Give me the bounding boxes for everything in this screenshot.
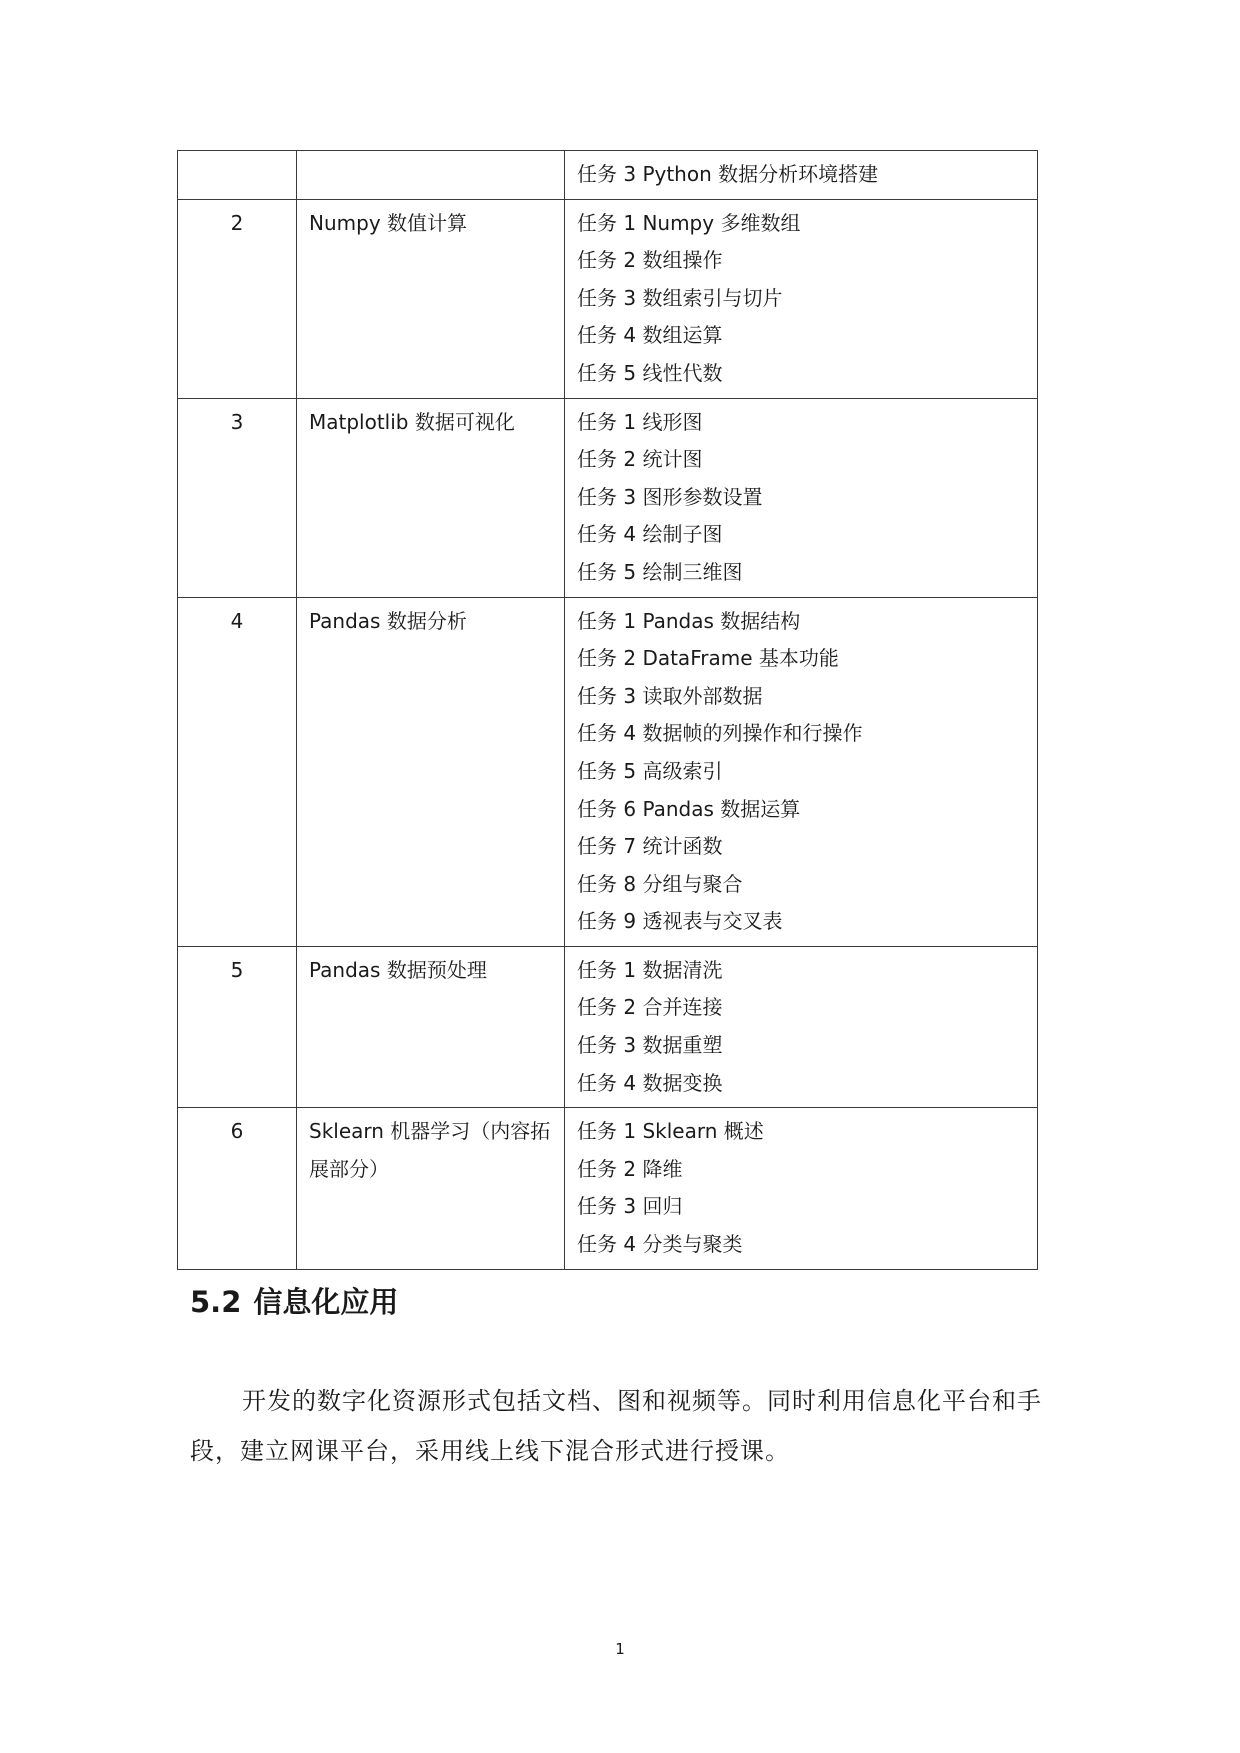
table-row xyxy=(178,946,1038,1107)
table-row xyxy=(178,398,1038,597)
task-item: 任务 1 线形图 xyxy=(577,409,703,434)
module-number-cell: 5 xyxy=(178,946,297,1107)
module-name-cell: Numpy 数值计算 xyxy=(297,199,565,398)
task-item: 任务 4 数组运算 xyxy=(577,323,723,348)
task-item: 任务 3 数组索引与切片 xyxy=(577,285,783,310)
module-name-cell: Pandas 数据分析 xyxy=(297,597,565,946)
task-item: 任务 1 Numpy 多维数组 xyxy=(577,210,801,235)
module-name-cell: Sklearn 机器学习（内容拓展部分） xyxy=(297,1108,565,1269)
task-item: 任务 4 数据变换 xyxy=(577,1070,723,1095)
task-item: 任务 5 高级索引 xyxy=(577,758,723,783)
course-task-table xyxy=(177,150,1038,1270)
module-number-cell: 4 xyxy=(178,597,297,946)
task-item: 任务 3 图形参数设置 xyxy=(577,484,763,509)
body-paragraph: 开发的数字化资源形式包括文档、图和视频等。同时利用信息化平台和手段，建立网课平台，采用线上线下混合形式进行授课。 xyxy=(190,1387,1042,1465)
module-tasks-cell xyxy=(565,597,1038,946)
module-tasks-cell xyxy=(565,199,1038,398)
module-tasks-cell xyxy=(565,398,1038,597)
task-item: 任务 4 数据帧的列操作和行操作 xyxy=(577,721,863,746)
page-number: 1 xyxy=(615,1640,625,1658)
task-item: 任务 8 分组与聚合 xyxy=(577,871,743,896)
module-tasks-cell xyxy=(565,1108,1038,1269)
task-item: 任务 1 Pandas 数据结构 xyxy=(577,608,801,633)
task-item: 任务 2 降维 xyxy=(577,1156,683,1181)
section-title: 信息化应用 xyxy=(253,1285,399,1319)
task-item: 任务 2 DataFrame 基本功能 xyxy=(577,646,839,671)
task-item: 任务 6 Pandas 数据运算 xyxy=(577,796,801,821)
module-number-cell xyxy=(178,151,297,200)
task-item: 任务 4 分类与聚类 xyxy=(577,1232,743,1257)
task-item: 任务 3 Python 数据分析环境搭建 xyxy=(577,162,879,186)
module-name-cell: Matplotlib 数据可视化 xyxy=(297,398,565,597)
module-name-cell: Pandas 数据预处理 xyxy=(297,946,565,1107)
task-item: 任务 5 线性代数 xyxy=(577,360,723,385)
task-item: 任务 3 数据重塑 xyxy=(577,1033,723,1058)
task-item: 任务 1 数据清洗 xyxy=(577,957,723,982)
task-item: 任务 5 绘制三维图 xyxy=(577,559,743,584)
task-item: 任务 9 透视表与交叉表 xyxy=(577,909,783,934)
table-row xyxy=(178,151,1038,200)
table-row xyxy=(178,597,1038,946)
section-number: 5.2 xyxy=(190,1285,242,1319)
module-number-cell: 3 xyxy=(178,398,297,597)
task-item: 任务 7 统计函数 xyxy=(577,834,723,859)
task-item: 任务 3 回归 xyxy=(577,1194,683,1219)
task-item: 任务 2 统计图 xyxy=(577,447,703,472)
task-item: 任务 2 合并连接 xyxy=(577,995,723,1020)
section-heading xyxy=(190,1282,398,1322)
table-row xyxy=(178,1108,1038,1269)
task-item: 任务 4 绘制子图 xyxy=(577,522,723,547)
task-item: 任务 1 Sklearn 概述 xyxy=(577,1119,764,1144)
module-number-cell: 2 xyxy=(178,199,297,398)
module-name-cell xyxy=(297,151,565,200)
module-tasks-cell xyxy=(565,946,1038,1107)
module-number-cell: 6 xyxy=(178,1108,297,1269)
table-row xyxy=(178,199,1038,398)
task-item: 任务 2 数组操作 xyxy=(577,248,723,273)
task-item: 任务 3 读取外部数据 xyxy=(577,683,763,708)
module-tasks-cell xyxy=(565,151,1038,200)
